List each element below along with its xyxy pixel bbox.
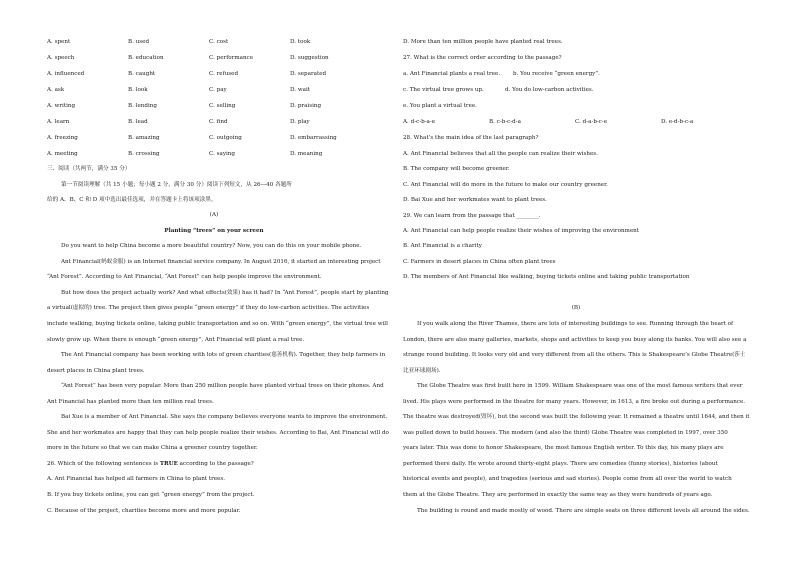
passage-a-para: But how does the project actually work? And what effects(效果) has it had? In “Ant Forest”, people start by planting bbox=[61, 290, 389, 296]
passage-a-para: The Ant Financial company has been working with lots of green charities(慈善机构). Together, they help farmers in bbox=[61, 352, 386, 358]
option-row-18 bbox=[47, 40, 381, 48]
option-23-c: C. find bbox=[209, 119, 228, 125]
question-27-options bbox=[403, 120, 749, 128]
option-24-c: C. outgoing bbox=[209, 135, 242, 141]
option-24-b: B. amazing bbox=[128, 135, 160, 141]
question-28-option-d: D. Bai Xue and her workmates want to plant trees. bbox=[403, 197, 547, 203]
option-18-d: D. took bbox=[290, 39, 311, 45]
option-22-d: D. praising bbox=[290, 103, 322, 109]
question-26: 26. Which of the following sentences is TRUE according to the passage? bbox=[47, 461, 254, 467]
option-18-a: A. spent bbox=[47, 39, 71, 45]
option-21-d: D. wait bbox=[290, 87, 311, 93]
option-22-a: A. writing bbox=[47, 103, 76, 109]
passage-a-para: Bai Xue is a member of Ant Financial. She says the company believes everyone wants to improve the environment. bbox=[61, 414, 388, 420]
option-row-22 bbox=[47, 104, 381, 112]
passage-b-para: was pulled down to build houses. The modern (and also the third) Globe Theatre was completed in 1997, over 350 bbox=[403, 430, 728, 436]
passage-a-para: She and her workmates are happy that they can help people realize their wishes. According to Bai, Ant Financial will do bbox=[47, 430, 389, 436]
option-19-c: C. performance bbox=[209, 55, 253, 61]
passage-a-para: Ant Financial has planted more than ten million real trees. bbox=[47, 399, 214, 405]
passage-a-para: Ant Financial(蚂蚁金服) is an Internet financial service company. In August 2016, it started an interesting project bbox=[61, 259, 381, 265]
question-29-option-c: C. Farmers in desert places in China often plant trees bbox=[403, 259, 556, 265]
question-28: 28. What’s the main idea of the last paragraph? bbox=[403, 135, 539, 141]
question-26-option-a: A. Ant Financial has helped all farmers in China to plant trees. bbox=[47, 476, 226, 482]
section-instructions: 第一节阅读理解（共 15 小题；每小题 2 分，满分 30 分）阅读下列短文，从 26—40 各题所 bbox=[61, 182, 292, 188]
question-27-option-b: B. c-b-c-d-a bbox=[489, 119, 521, 125]
option-19-a: A. speech bbox=[47, 55, 75, 61]
option-20-d: D. separated bbox=[290, 71, 327, 77]
question-26-option-b: B. If you buy tickets online, you can get “green energy” from the project. bbox=[47, 492, 255, 498]
passage-a-para: slowly grow up. When there is enough “green energy”, Ant Financial will plant a real tree. bbox=[47, 337, 305, 343]
question-27-option-d: D. e-d-b-c-a bbox=[661, 119, 694, 125]
option-19-b: B. education bbox=[128, 55, 164, 61]
option-20-c: C. refused bbox=[209, 71, 239, 77]
question-29-option-d: D. The members of Ant Financial like walking, buying tickets online and taking public transportation bbox=[403, 274, 690, 280]
option-row-24 bbox=[47, 136, 381, 144]
passage-a-label: (A) bbox=[209, 212, 219, 218]
passage-b-para: historical events and people), and tragedies (serious and sad stories). People come from all over the world to watch bbox=[403, 476, 732, 482]
passage-b-para: London, there are also many galleries, markets, shops and activities to keep you busy along its banks. You will also see a bbox=[403, 337, 747, 343]
option-25-d: D. meaning bbox=[290, 151, 323, 157]
passage-b-para: The building is round and made mostly of wood. There are simple seats on three different levels all around the sides. bbox=[417, 508, 750, 514]
option-25-a: A. meeting bbox=[47, 151, 78, 157]
question-29-option-b: B. Ant Financial is a charity bbox=[403, 243, 482, 249]
question-28-option-a: A. Ant Financial believes that all the people can realize their wishes. bbox=[403, 151, 598, 157]
passage-b-para: If you walk along the River Thames, there are lots of interesting buildings to see. Running through the heart of bbox=[417, 321, 734, 327]
option-25-c: C. saying bbox=[209, 151, 235, 157]
question-27-item-a: a. Ant Financial plants a real tree. bbox=[403, 71, 501, 77]
option-20-a: A. influenced bbox=[47, 71, 85, 77]
question-27-option-a: A. d-c-b-a-e bbox=[403, 119, 436, 125]
option-row-23 bbox=[47, 120, 381, 128]
question-27: 27. What is the correct order according to the passage? bbox=[403, 55, 562, 61]
option-19-d: D. suggestion bbox=[290, 55, 329, 61]
question-26-option-d: D. More than ten million people have planted real trees. bbox=[403, 39, 563, 45]
question-27-item-d: d. You do low-carbon activities. bbox=[505, 87, 594, 93]
option-23-a: A. learn bbox=[47, 119, 70, 125]
passage-b-para: strange round building. It looks very old and very different from all the others. This is Shakespeare’s Globe Theatre(莎士 bbox=[403, 352, 746, 358]
passage-b-para: years later. This was done to honor Shakespeare, the most famous English writer. To this day, his many plays are bbox=[403, 445, 724, 451]
passage-a-title: Planting “trees” on your screen bbox=[164, 228, 264, 234]
option-row-19 bbox=[47, 56, 381, 64]
passage-b-para: lived. His plays were performed in the theatre for many years. However, in 1613, a fire broke out during a performance. bbox=[403, 399, 746, 405]
option-21-a: A. ask bbox=[47, 87, 65, 93]
passage-b-para: 比亚环球剧场). bbox=[403, 368, 441, 374]
passage-a-para: a virtual(虚拟的) tree. The project then gives people “green energy” if they do low-carbon activities. The activities bbox=[47, 305, 370, 311]
option-22-b: B. lending bbox=[128, 103, 157, 109]
option-row-20 bbox=[47, 72, 381, 80]
option-18-c: C. cost bbox=[209, 39, 229, 45]
option-20-b: B. caught bbox=[128, 71, 156, 77]
question-27-item-b: b. You receive “green energy”. bbox=[513, 71, 600, 77]
section-instructions-cont: 给的 A、B、C 和 D 项中选出最佳选项，并在答题卡上将该项涂黑。 bbox=[47, 197, 217, 203]
option-23-d: D. play bbox=[290, 119, 310, 125]
option-row-25 bbox=[47, 152, 381, 160]
passage-a-para: “Ant Forest” has been very popular. More than 250 million people have planted virtual trees on their phones. And bbox=[61, 383, 384, 389]
option-row-21 bbox=[47, 88, 381, 96]
question-28-option-b: B. The company will become greener. bbox=[403, 166, 510, 172]
question-27-item-e: e. You plant a virtual tree. bbox=[403, 103, 477, 109]
passage-b-para: The Globe Theatre was first built here in 1599. William Shakespeare was one of the most famous writers that ever bbox=[417, 383, 743, 389]
passage-b-para: them at the Globe Theatre. They are performed in exactly the same way as they were hundreds of years ago. bbox=[403, 492, 713, 498]
passage-a-para: Do you want to help China become a more beautiful country? Now, you can do this on your mobile phone. bbox=[61, 243, 362, 249]
question-29: 29. We can learn from the passage that ________. bbox=[403, 213, 541, 219]
section-heading: 三、阅读（共两节，满分 35 分） bbox=[47, 166, 131, 172]
passage-a-para: more in the future so that we can make China a greener country together. bbox=[47, 445, 258, 451]
passage-b-para: The theatre was destroyed(毁坏), but the second was built the following year. It remained a theatre until 1644, and then it bbox=[403, 414, 750, 420]
question-27-item-c: c. The virtual tree grows up. bbox=[403, 87, 484, 93]
passage-a-para: “Ant Forest”. According to Ant Financial, “Ant Forest” can help people improve the environment. bbox=[47, 274, 322, 280]
option-24-d: D. embarrassing bbox=[290, 135, 337, 141]
question-28-option-c: C. Ant Financial will do more in the future to make our country greener. bbox=[403, 182, 608, 188]
option-23-b: B. lead bbox=[128, 119, 148, 125]
question-26-option-c: C. Because of the project, charities become more and more popular. bbox=[47, 508, 241, 514]
passage-a-para: desert places in China plant trees. bbox=[47, 368, 145, 374]
option-21-b: B. look bbox=[128, 87, 148, 93]
question-27-option-c: C. d-a-b-c-e bbox=[575, 119, 608, 125]
passage-b-para: performed there daily. He wrote around thirty-eight plays. There are comedies (funny stories), histories (about bbox=[403, 461, 718, 467]
passage-a-para: include walking, buying tickets online, taking public transportation and so on. With “green energy”, the virtual tree will bbox=[47, 321, 388, 327]
question-29-option-a: A. Ant Financial can help people realize their wishes of improving the environment bbox=[403, 228, 640, 234]
option-24-a: A. freezing bbox=[47, 135, 78, 141]
option-18-b: B. used bbox=[128, 39, 150, 45]
option-21-c: C. pay bbox=[209, 87, 227, 93]
passage-b-label: (B) bbox=[571, 305, 581, 311]
option-22-c: C. selling bbox=[209, 103, 236, 109]
option-25-b: B. crossing bbox=[128, 151, 160, 157]
